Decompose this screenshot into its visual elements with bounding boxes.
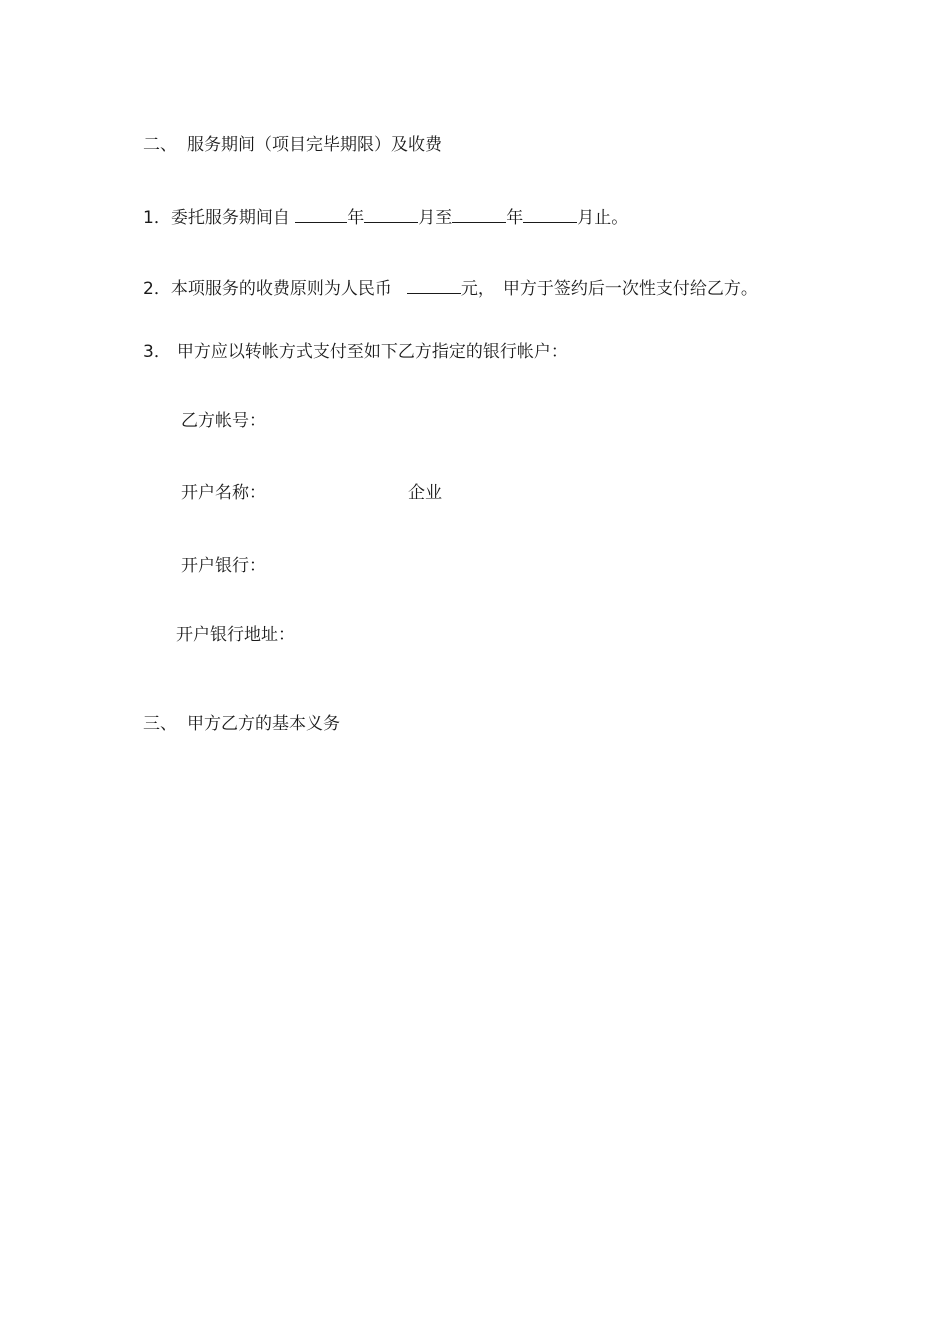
account-name-value: 企业 xyxy=(408,483,442,503)
fee-payment-terms: 甲方于签约后一次性支付给乙方。 xyxy=(502,279,758,299)
transfer-number: 3． xyxy=(143,342,171,362)
start-year-label: 年 xyxy=(347,208,365,228)
section-3-number: 三、 xyxy=(143,714,177,734)
section-3-title: 甲方乙方的基本义务 xyxy=(187,714,340,734)
start-month-label: 月至 xyxy=(418,208,453,228)
end-year-label: 年 xyxy=(506,208,524,228)
section-2-number: 二、 xyxy=(143,135,177,155)
section-2-heading xyxy=(143,134,442,156)
section-3-heading xyxy=(143,713,340,735)
bank-label: 开户银行： xyxy=(181,556,266,576)
account-name-label: 开户名称： xyxy=(181,483,266,503)
account-name-field xyxy=(181,482,266,504)
fee-clause xyxy=(143,276,758,300)
transfer-text: 甲方应以转帐方式支付至如下乙方指定的银行帐户： xyxy=(176,342,568,362)
end-month-blank xyxy=(523,205,577,223)
service-period-clause xyxy=(143,205,628,229)
end-year-blank xyxy=(452,205,506,223)
section-2-title: 服务期间（项目完毕期限）及收费 xyxy=(187,135,442,155)
service-period-prefix: 1．委托服务期间自 xyxy=(143,208,290,228)
bank-field xyxy=(181,555,266,577)
start-year-blank xyxy=(295,205,347,223)
start-month-blank xyxy=(364,205,418,223)
account-number-label: 乙方帐号： xyxy=(181,411,266,431)
transfer-clause xyxy=(143,341,568,363)
end-month-label: 月止。 xyxy=(577,208,629,228)
bank-address-label: 开户银行地址： xyxy=(176,625,295,645)
fee-amount-blank xyxy=(407,276,461,294)
bank-address-field xyxy=(176,624,295,646)
fee-unit: 元， xyxy=(460,279,495,299)
fee-prefix: 2．本项服务的收费原则为人民币 xyxy=(143,279,392,299)
account-number-field xyxy=(181,410,266,432)
